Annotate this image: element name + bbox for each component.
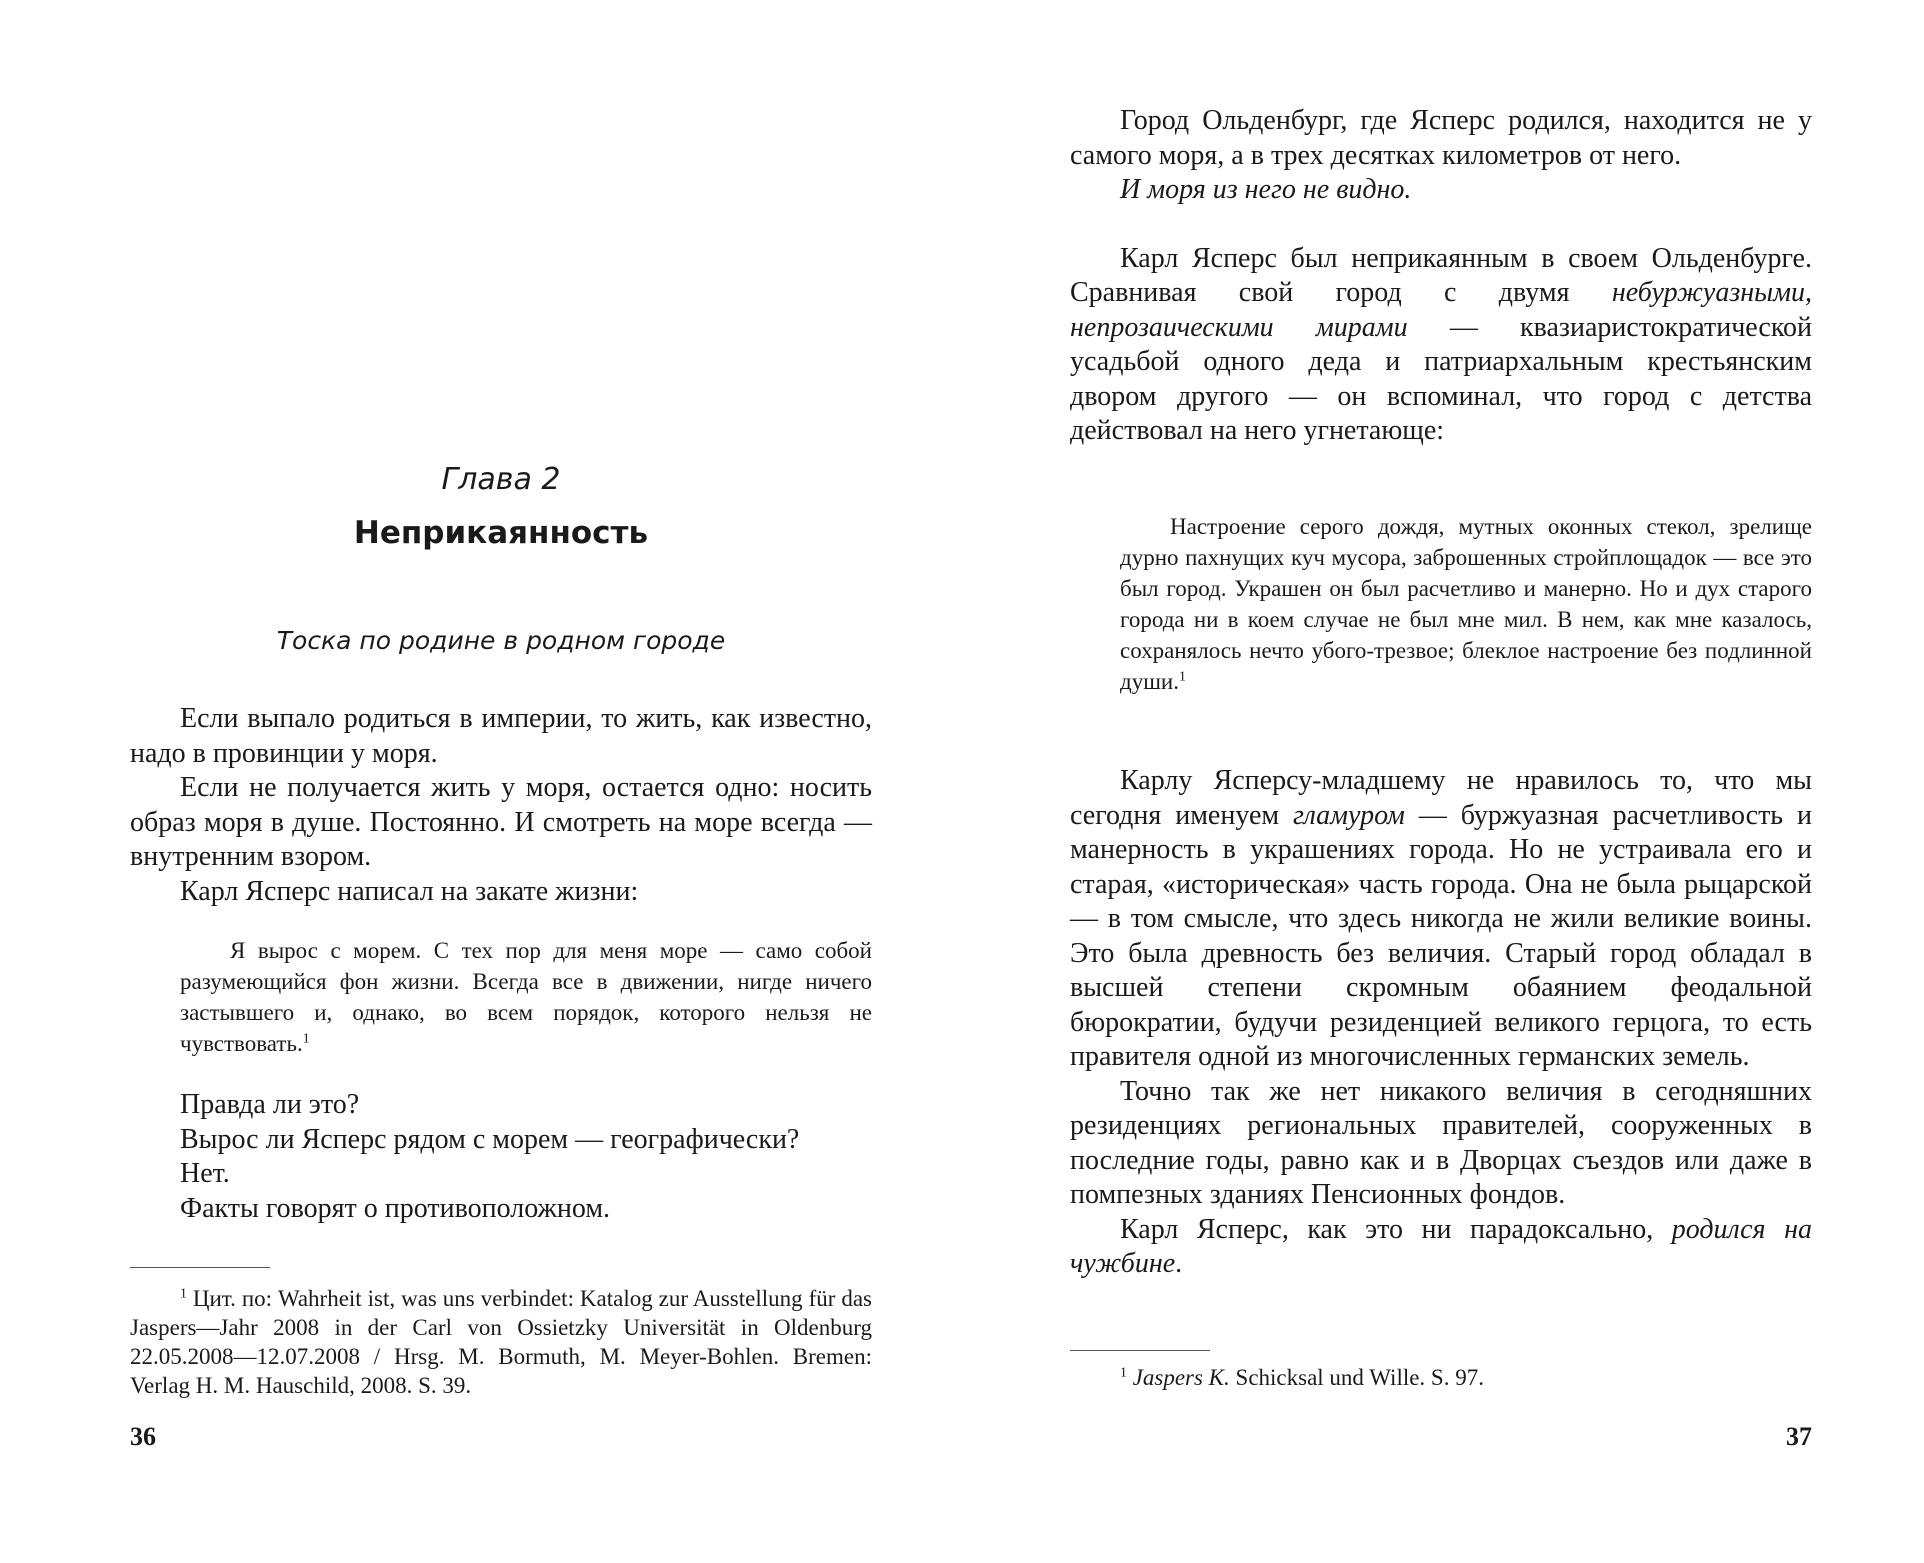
paragraph: Правда ли это? (180, 1089, 360, 1120)
footnote-rule (130, 1267, 270, 1268)
left-body (130, 702, 872, 909)
right-footnote (1070, 1363, 1812, 1392)
footnote-text (1070, 1363, 1812, 1392)
text-run: Карл Ясперс, как это ни парадоксально, (1120, 1213, 1672, 1245)
quote-text (180, 935, 872, 1059)
paragraph (1070, 242, 1812, 449)
italic-text: родился на чужбине (1070, 1213, 1812, 1279)
left-footnote (130, 1284, 872, 1400)
footnote-body: Цит. по: Wahrheit ist, was uns verbindet: Katalog zur Ausstellung für das Jaspers—Jahr 2008 in der Carl von Ossietzky Universität in Oldenburg 22.05.2008—12.07.2008 / Hrsg. M. Bormuth, M. Meyer-Bohlen. Bremen: Verlag H. M. Hauschild, 2008. S. 39. (130, 1286, 873, 1398)
footnote-author: Jaspers K. (1132, 1365, 1230, 1390)
quote-body: Я вырос с морем. С тех пор для меня море — само собой разумеющийся фон жизни. Всегда все в движении, нигде ничего застывшего и, однако, во всем порядок, которого нельзя не чувствовать. (180, 938, 872, 1056)
italic-text: небуржуазными, непрозаическими мирами (1070, 277, 1812, 343)
paragraph: Если не получается жить у моря, остается одно: носить образ моря в душе. Постоянно. И смотреть на море всегда — внутренним взором. (130, 772, 872, 872)
right-quote (1070, 511, 1812, 697)
section-title: Тоска по родине в родном городе (276, 626, 726, 655)
text-run: Карл Ясперс был неприкаянным в своем Ольденбурге. Сравнивая свой город с двумя (1070, 242, 1812, 308)
left-page (130, 0, 872, 1563)
chapter-title: Неприкаянность (353, 515, 649, 551)
footnote-rule (1070, 1350, 1210, 1351)
text-run: — буржуазная расчетливость и манерность в украшениях города. Но не устраивала его и старая, «историческая» часть города. Она не была рыцарской — в том смысле, что здесь никогда не жили великие воины. Это была древность без величия. Старый город обладал в высшей степени скромным обаянием феодальной бюрократии, будучи резиденцией великого герцога, то есть правителя одной из многочисленных германских земель. (1070, 799, 1812, 1072)
left-body-after (130, 1088, 872, 1226)
right-body-bottom (1070, 764, 1812, 1282)
paragraph (1070, 1213, 1812, 1282)
paragraph: Нет. (180, 1158, 230, 1189)
footnote-marker: 1 (302, 1030, 310, 1046)
right-page (1070, 0, 1812, 1563)
text-run: . (1175, 1248, 1183, 1279)
paragraph: Точно так же нет никакого величия в сегодняшних резиденциях региональных правителей, сооруженных в последние годы, равно как и в Дворцах съездов или даже в помпезных зданиях Пенсионных фондов. (1070, 1075, 1812, 1210)
italic-text: гламуром (1293, 799, 1405, 831)
paragraph: Карл Ясперс написал на закате жизни: (180, 875, 639, 907)
footnote-body: Schicksal und Wille. S. 97. (1229, 1365, 1484, 1390)
footnote-marker: 1 (1178, 668, 1186, 684)
left-quote (130, 935, 872, 1059)
paragraph-italic (1070, 173, 1812, 208)
quote-body: Настроение серого дождя, мутных оконных стекол, зрелище дурно пахнущих куч мусора, заброшенных стройплощадок — все это был город. Украшен он был расчетливо и манерно. Но и дух старого города ни в коем случае не был мне мил. В нем, как мне казалось, сохранялось нечто убого-трезвое; блеклое настроение без подлинной души. (1120, 514, 1812, 694)
footnote-number: 1 (1120, 1364, 1127, 1380)
text-run: Карлу Ясперсу-младшему не нравилось то, что мы сегодня именуем (1070, 765, 1812, 831)
paragraph (1070, 764, 1812, 1075)
paragraph: Факты говорят о противоположном. (180, 1192, 611, 1224)
quote-text (1120, 511, 1812, 697)
right-body-top (1070, 104, 1812, 449)
paragraph: Вырос ли Ясперс рядом с морем — географически? (180, 1123, 800, 1155)
spacer (1070, 208, 1812, 242)
footnote-number: 1 (180, 1285, 187, 1301)
italic-text: И моря из него не видно. (1120, 174, 1412, 205)
page-number: 37 (1786, 1422, 1812, 1451)
footnote-text (130, 1284, 872, 1400)
text-run: — квазиаристократической усадьбой одного деда и патриархальным крестьянским двором другого — он вспоминал, что город с детства действовал на него угнетающе: (1070, 311, 1812, 446)
page-number: 36 (130, 1422, 156, 1451)
paragraph: Город Ольденбург, где Ясперс родился, находится не у самого моря, а в трех десятках километров от него. (1070, 105, 1812, 171)
paragraph: Если выпало родиться в империи, то жить, как известно, надо в провинции у моря. (130, 703, 872, 769)
chapter-label: Глава 2 (441, 462, 561, 497)
